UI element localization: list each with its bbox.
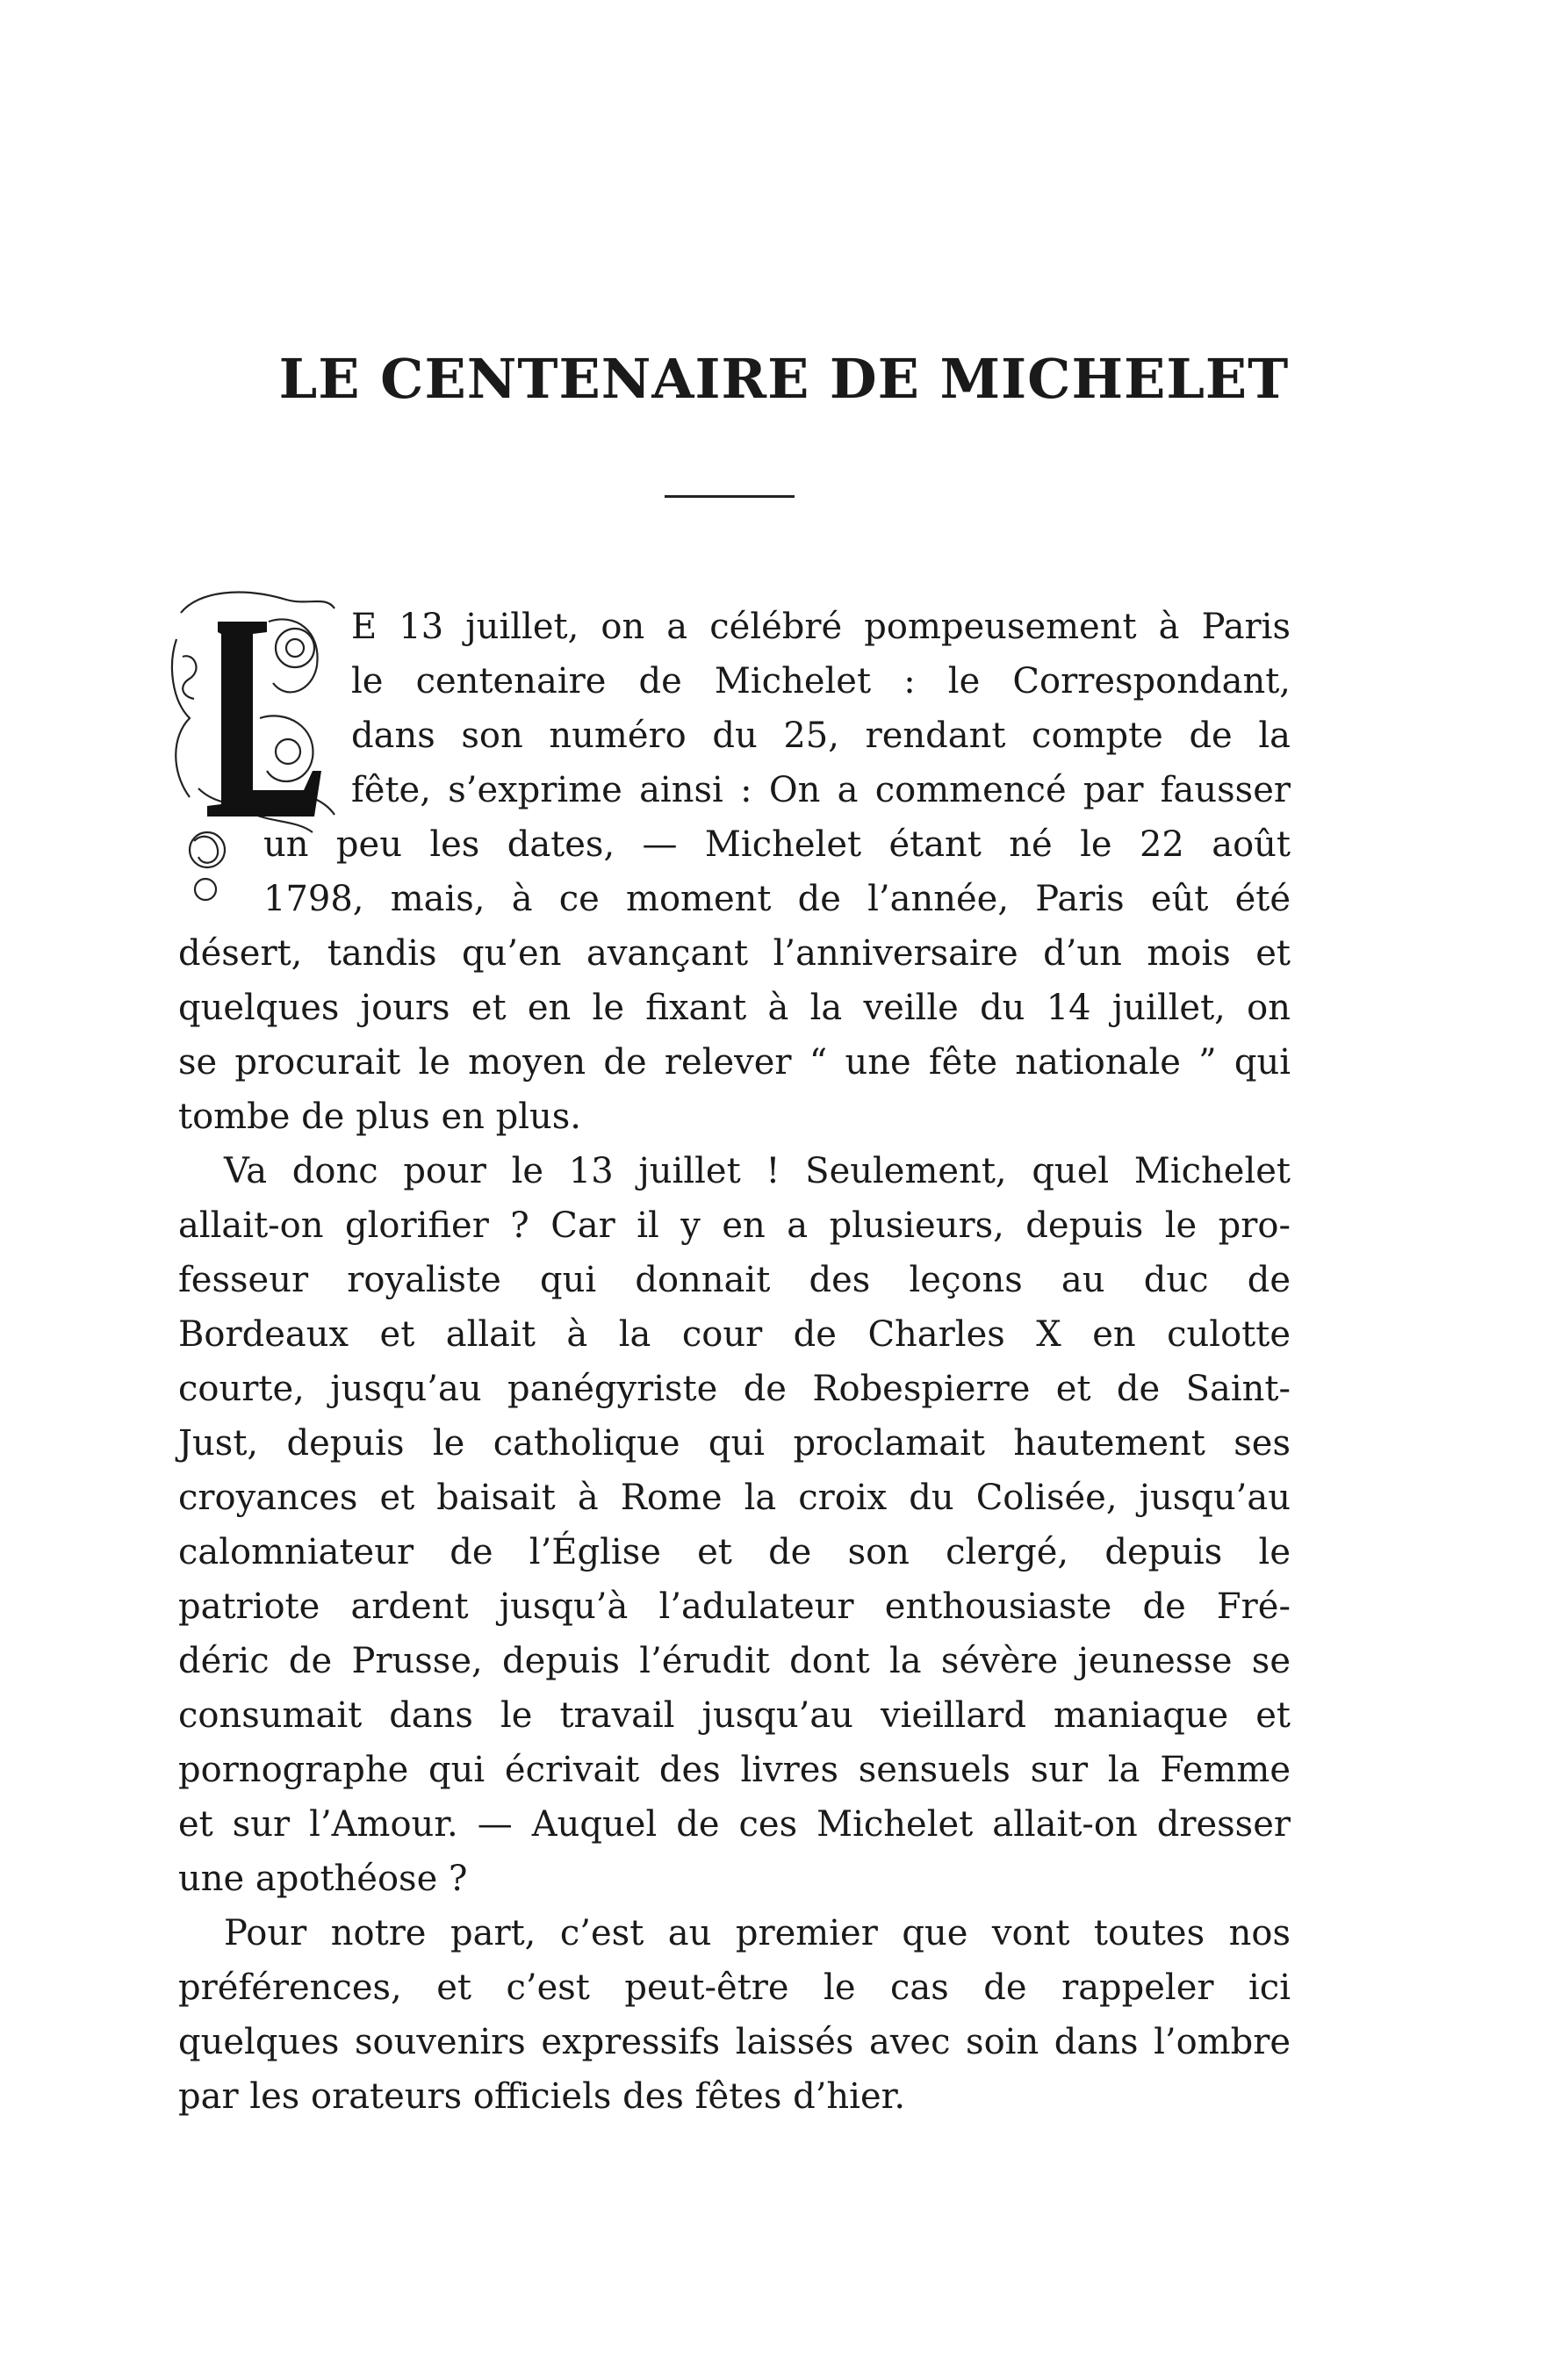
text-line: Va donc pour le 13 juillet ! Seulement, quel Michelet	[224, 1151, 1291, 1191]
text-line: 1798, mais, à ce moment de l’année, Paris eût été	[263, 879, 1291, 919]
text-line: par les orateurs officiels des fêtes d’hier.	[178, 2076, 906, 2117]
page-title: LE CENTENAIRE DE MICHELET	[278, 347, 1290, 411]
text-line: préférences, et c’est peut-être le cas de rappeler ici	[178, 1968, 1291, 2008]
text-line: calomniateur de l’Église et de son clergé, depuis le	[178, 1532, 1291, 1572]
text-line: le centenaire de Michelet : le Correspondant,	[351, 661, 1291, 701]
text-line: quelques jours et en le fixant à la veille du 14 juillet, on	[178, 988, 1291, 1028]
text-line: tombe de plus en plus.	[178, 1097, 582, 1137]
text-line: quelques souvenirs expressifs laissés avec soin dans l’ombre	[178, 2022, 1291, 2062]
text-line: se procurait le moyen de relever “ une fête nationale ” qui	[178, 1042, 1291, 1083]
text-line: Bordeaux et allait à la cour de Charles X en culotte	[178, 1314, 1291, 1355]
title-rule	[665, 495, 795, 498]
text-line: consumait dans le travail jusqu’au vieillard maniaque et	[178, 1695, 1291, 1736]
text-line: Pour notre part, c’est au premier que vont toutes nos	[224, 1913, 1291, 1953]
text-line: fesseur royaliste qui donnait des leçons au duc de	[178, 1260, 1291, 1300]
text-line: courte, jusqu’au panégyriste de Robespierre et de Saint-	[178, 1369, 1291, 1409]
text-line: allait-on glorifier ? Car il y en a plusieurs, depuis le pro-	[178, 1205, 1291, 1246]
text-line: Just, depuis le catholique qui proclamait hautement ses	[178, 1423, 1291, 1464]
text-line: désert, tandis qu’en avançant l’anniversaire d’un mois et	[178, 933, 1291, 974]
text-line: déric de Prusse, depuis l’érudit dont la sévère jeunesse se	[178, 1641, 1291, 1681]
text-line: E 13 juillet, on a célébré pompeusement à Paris	[351, 607, 1291, 647]
text-line: une apothéose ?	[178, 1859, 468, 1899]
text-line: pornographe qui écrivait des livres sensuels sur la Femme	[178, 1750, 1291, 1790]
text-line: et sur l’Amour. — Auquel de ces Michelet allait-on dresser	[178, 1804, 1291, 1845]
text-line: un peu les dates, — Michelet étant né le 22 août	[263, 824, 1291, 865]
text-line: fête, s’exprime ainsi : On a commencé par fausser	[351, 770, 1291, 810]
text-line: croyances et baisait à Rome la croix du Colisée, jusqu’au	[178, 1478, 1291, 1518]
text-line: dans son numéro du 25, rendant compte de la	[351, 716, 1291, 756]
text-line: patriote ardent jusqu’à l’adulateur enthousiaste de Fré-	[178, 1586, 1291, 1627]
